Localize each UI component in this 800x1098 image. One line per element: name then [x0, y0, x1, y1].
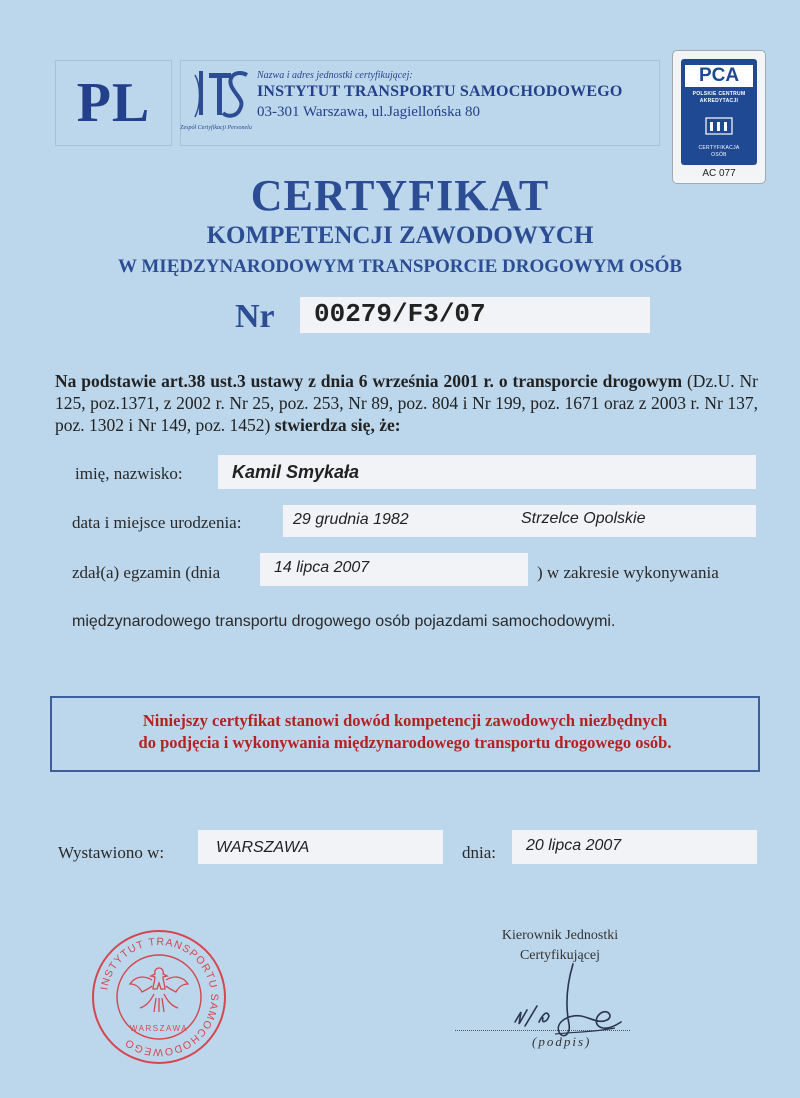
issued-date-label: dnia: [462, 843, 496, 862]
notice-line1: Niniejszy certyfikat stanowi dowód kompetencji zawodowych niezbędnych [142, 711, 668, 730]
signature-podpis-label: (podpis) [532, 1034, 592, 1049]
number-value: 00279/F3/07 [314, 299, 486, 329]
name-field [218, 455, 756, 489]
scope-text: międzynarodowego transportu drogowego osób pojazdami samochodowymi. [72, 613, 616, 630]
signature-caption-line2: Certyfikującej [519, 948, 601, 963]
name-value: Kamil Smykała [232, 462, 360, 482]
notice-text [52, 698, 758, 754]
institute-address: 03-301 Warszawa, ul.Jagiellońska 80 [257, 104, 481, 120]
issued-date-field [512, 830, 757, 864]
institute-name: INSTYTUT TRANSPORTU SAMOCHODOWEGO [257, 83, 623, 100]
legal-basis-reference: (Dz.U. Nr 125, poz.1371, z 2002 r. Nr 25, poz. 253, Nr 89, poz. 804 i Nr 199, poz. 1671 oraz z 2003 r. Nr 137, poz. 1302 i Nr 149, poz. 1452) [55, 371, 758, 435]
notice-line2: do podjęcia i wykonywania międzynarodowego transportu drogowego osób. [138, 733, 672, 752]
issued-place-field [198, 830, 443, 864]
stamp-ring-text: INSTYTUT TRANSPORTU SAMOCHODOWEGO [98, 935, 221, 1059]
birth-place: Strzelce Opolskie [521, 510, 646, 527]
certificate-subtitle: KOMPETENCJI ZAWODOWYCH [206, 222, 594, 249]
pca-cert-line1: CERTYFIKACJA [698, 145, 740, 151]
number-label: Nr [235, 298, 275, 335]
pca-certification [681, 145, 757, 159]
name-label: imię, nazwisko: [75, 464, 183, 483]
official-stamp [90, 928, 228, 1066]
pca-subtitle: POLSKIE CENTRUM AKREDYTACJI [692, 91, 746, 104]
handwritten-signature [505, 960, 635, 1060]
pca-accreditation-number: AC 077 [702, 168, 736, 179]
legal-basis-paragraph [55, 370, 758, 436]
pca-logo-text: PCA [685, 65, 753, 87]
exam-date: 14 lipca 2007 [274, 559, 370, 576]
exam-suffix: ) w zakresie wykonywania [537, 563, 719, 582]
stamp-city: WARSZAWA [129, 1024, 189, 1033]
legal-basis-bold: Na podstawie art.38 ust.3 ustawy z dnia 6 września 2001 r. o transporcie drogowym [55, 371, 683, 391]
eagle-icon [130, 968, 188, 1012]
issued-place-value: WARSZAWA [216, 839, 310, 856]
building-icon [705, 117, 733, 135]
exam-label: zdał(a) egzamin (dnia [72, 563, 221, 582]
pca-cert-line2: OSÓB [711, 152, 727, 158]
country-code: PL [76, 72, 151, 134]
pca-badge [672, 50, 766, 184]
country-code-box [55, 60, 172, 146]
number-field [300, 297, 650, 333]
birth-label: data i miejsce urodzenia: [72, 513, 242, 532]
exam-date-field [260, 553, 528, 586]
birth-date: 29 grudnia 1982 [293, 511, 409, 528]
birth-field [283, 505, 756, 537]
issued-place-label: Wystawiono w: [58, 843, 165, 862]
certificate-subtitle-2: W MIĘDZYNARODOWYM TRANSPORCIE DROGOWYM OSÓB [117, 256, 683, 277]
institute-caption: Nazwa i adres jednostki certyfikującej: [257, 70, 413, 81]
certificate-title: CERTYFIKAT [250, 171, 550, 220]
its-logo-subcaption: Zespół Certyfikacji Personelu [180, 125, 252, 131]
notice-box [50, 696, 760, 772]
signature-caption-line1: Kierownik Jednostki [501, 928, 619, 943]
legal-basis-end: stwierdza się, że: [274, 415, 401, 435]
institute-box [180, 60, 660, 146]
issued-date-value: 20 lipca 2007 [526, 837, 622, 854]
pca-badge-inner [681, 59, 757, 165]
